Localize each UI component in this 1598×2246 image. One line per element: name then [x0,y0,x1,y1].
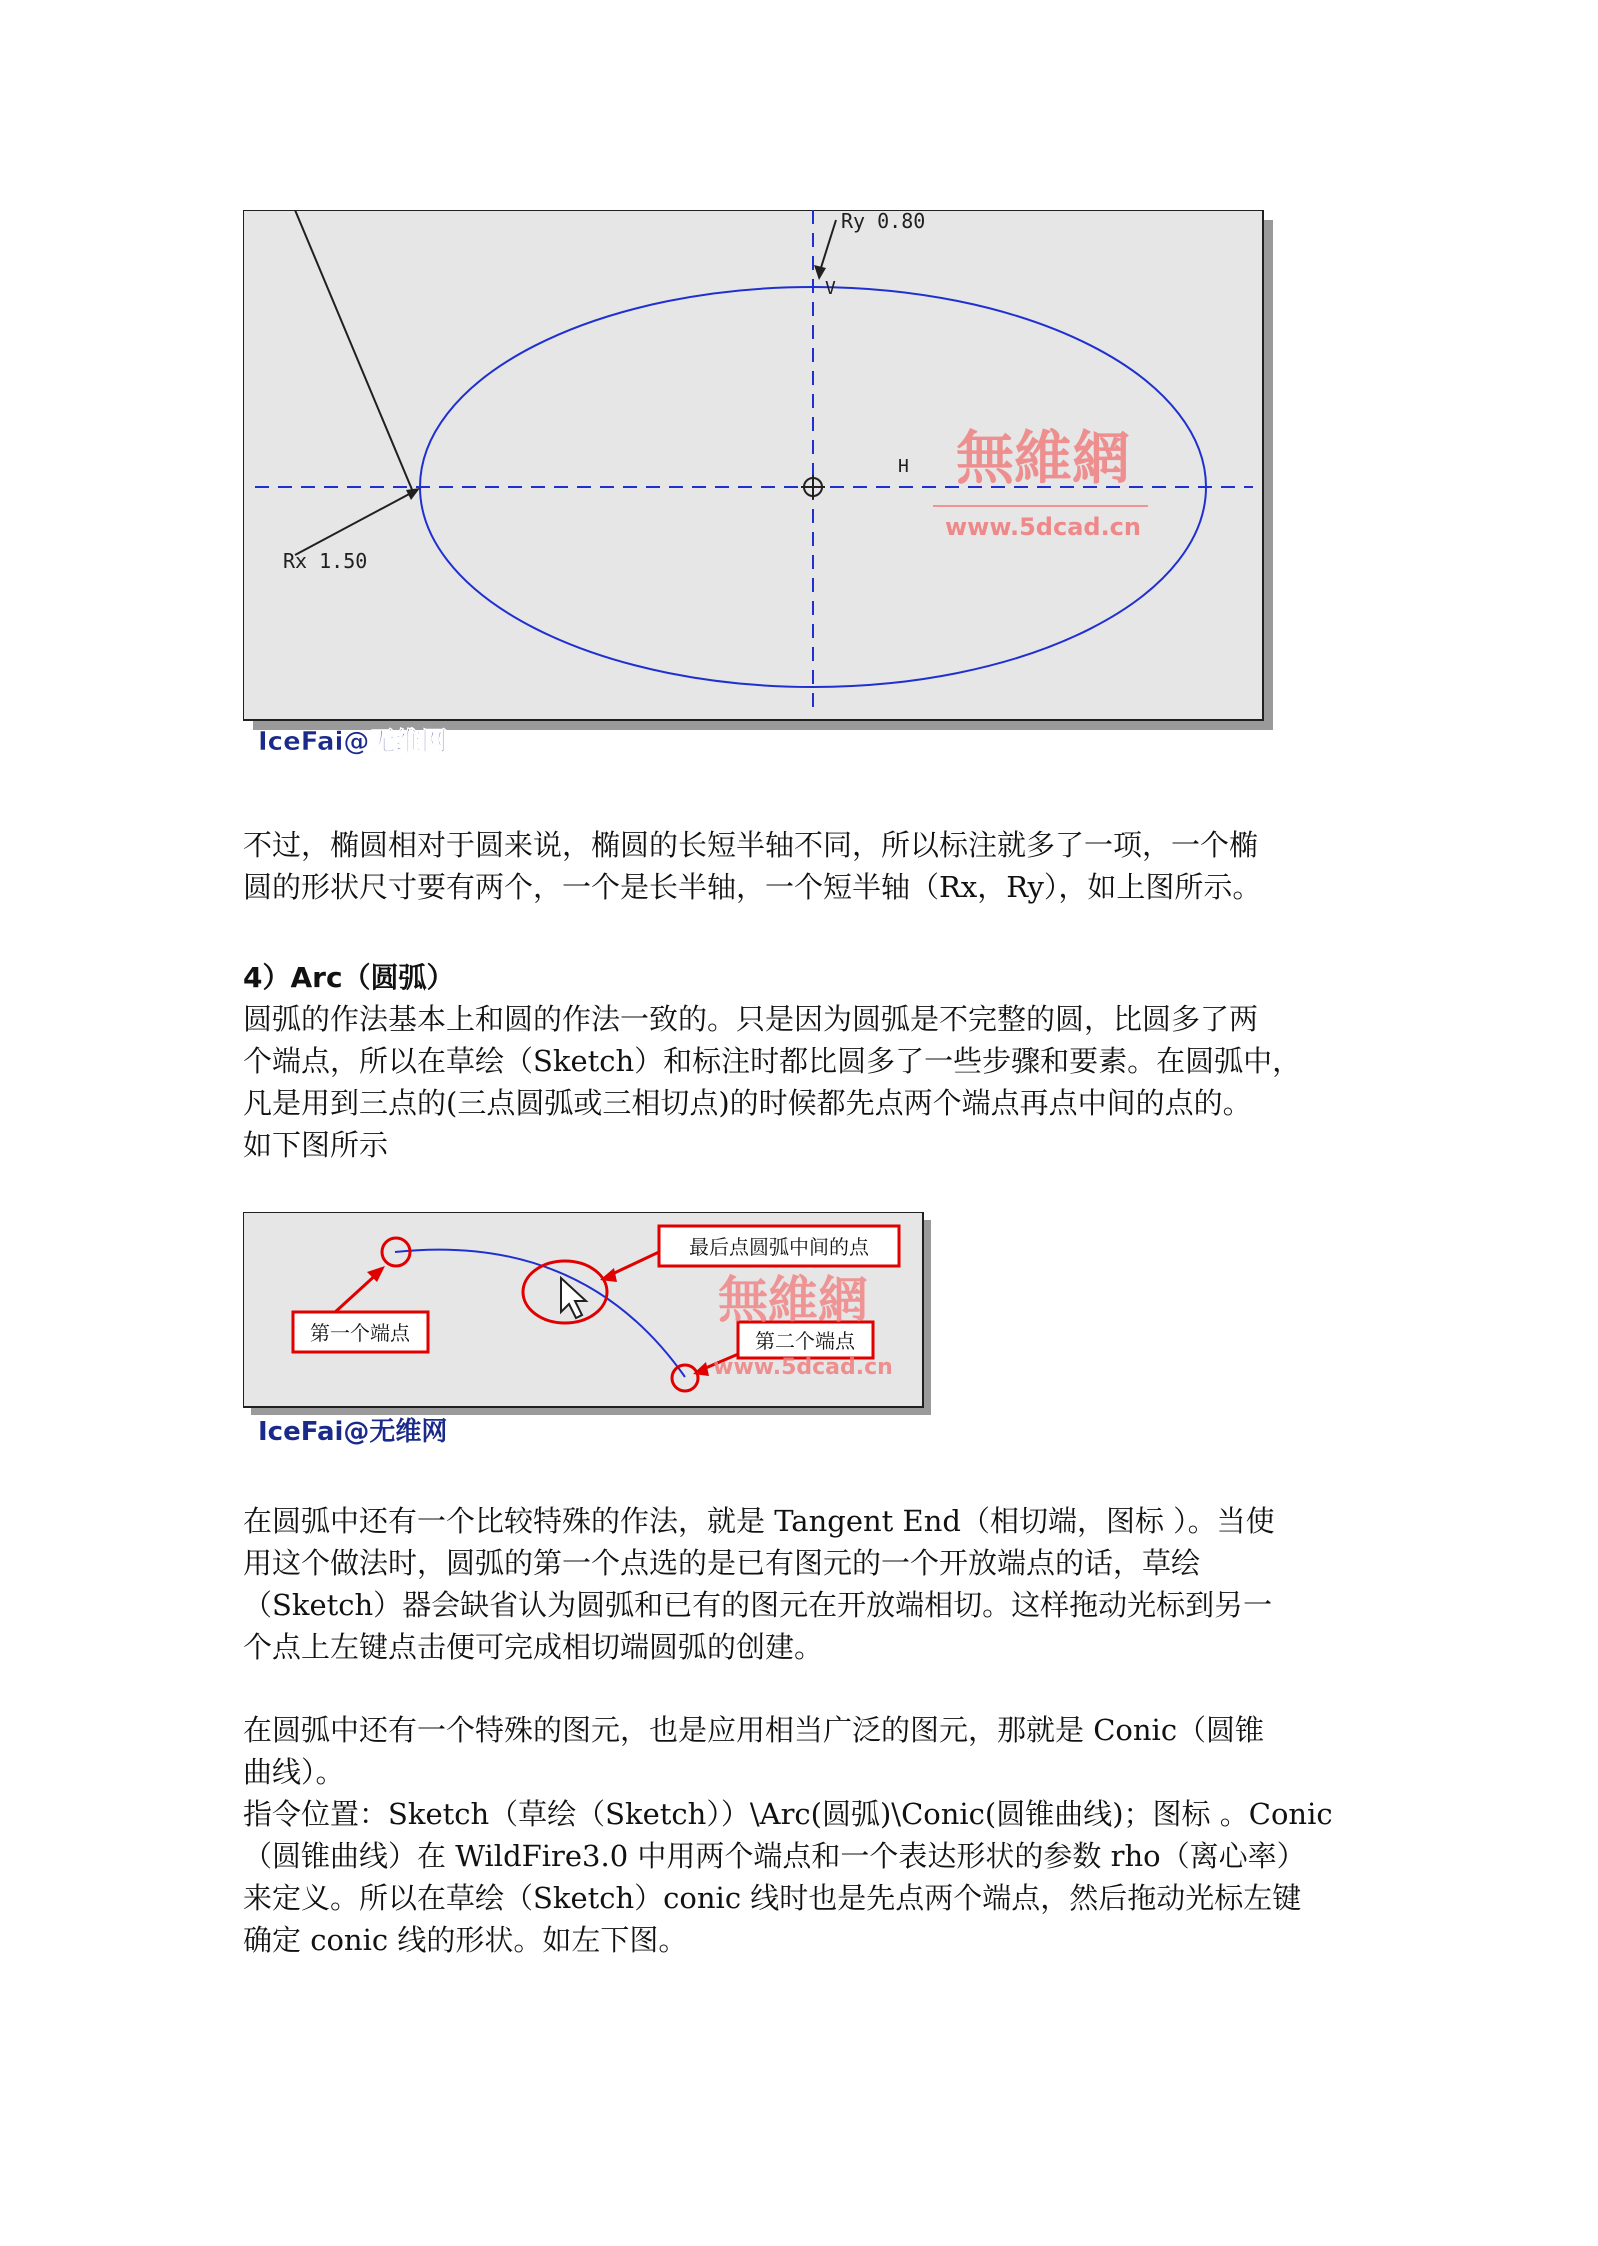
paragraph-conic [243,1709,1360,1961]
text-line: 曲线）。 [243,1755,345,1789]
watermark-url: www.5dcad.cn [713,1355,893,1380]
text-line: 在圆弧中还有一个比较特殊的作法，就是 Tangent End（相切端，图标 ）。当使 [243,1504,1275,1538]
arc-figure [243,1212,943,1457]
vertical-axis-label: V [825,278,836,299]
text-line: 圆的形状尺寸要有两个，一个是长半轴，一个短半轴（Rx，Ry），如上图所示。 [243,870,1262,904]
watermark-logo: 無維網 [955,424,1131,492]
text-line: 指令位置：Sketch（草绘（Sketch））\Arc(圆弧)\Conic(圆锥曲线)；图标 。Conic [243,1797,1333,1831]
text-line: 凡是用到三点的(三点圆弧或三相切点)的时候都先点两个端点再点中间的点的。 [243,1086,1252,1120]
text-line: 在圆弧中还有一个特殊的图元，也是应用相当广泛的图元，那就是 Conic（圆锥 [243,1713,1265,1747]
paragraph-ellipse-explanation [243,824,1360,908]
ellipse-figure [243,210,1283,770]
midpoint-label: 最后点圆弧中间的点 [689,1235,869,1259]
text-line: 用这个做法时，圆弧的第一个点选的是已有图元的一个开放端点的话，草绘 [243,1546,1201,1580]
paragraph-arc-intro [243,998,1360,1166]
text-line: （圆锥曲线）在 WildFire3.0 中用两个端点和一个表达形状的参数 rho（离心率） [243,1839,1306,1873]
watermark-url: www.5dcad.cn [944,513,1142,541]
figure-caption: IceFai@无维网 [258,1417,448,1447]
text-line: 圆弧的作法基本上和圆的作法一致的。只是因为圆弧是不完整的圆，比圆多了两 [243,1002,1259,1036]
text-line: （Sketch）器会缺省认为圆弧和已有的图元在开放端相切。这样拖动光标到另一 [243,1588,1273,1622]
text-line: 个端点，所以在草绘（Sketch）和标注时都比圆多了一些步骤和要素。在圆弧中， [243,1044,1302,1078]
first-endpoint-label: 第一个端点 [310,1321,410,1345]
ellipse-sketch-canvas [243,210,1283,770]
section-heading-arc: 4）Arc（圆弧） [243,961,455,994]
ry-dimension-label: Ry 0.80 [841,210,926,233]
second-endpoint-label: 第二个端点 [755,1329,855,1353]
text-line: 个点上左键点击便可完成相切端圆弧的创建。 [243,1630,824,1664]
watermark-logo: 無維網 [718,1270,868,1329]
rx-dimension-label: Rx 1.50 [283,549,368,573]
text-line: 确定 conic 线的形状。如左下图。 [243,1923,688,1957]
paragraph-tangent-end [243,1500,1360,1668]
text-line: 不过，椭圆相对于圆来说，椭圆的长短半轴不同，所以标注就多了一项，一个椭 [243,828,1259,862]
text-line: 来定义。所以在草绘（Sketch）conic 线时也是先点两个端点，然后拖动光标左键 [243,1881,1302,1915]
text-line: 如下图所示 [243,1128,389,1162]
horizontal-axis-label: H [898,456,909,477]
figure-caption: IceFai@无维网 [258,727,448,757]
arc-sketch-canvas [243,1212,943,1457]
